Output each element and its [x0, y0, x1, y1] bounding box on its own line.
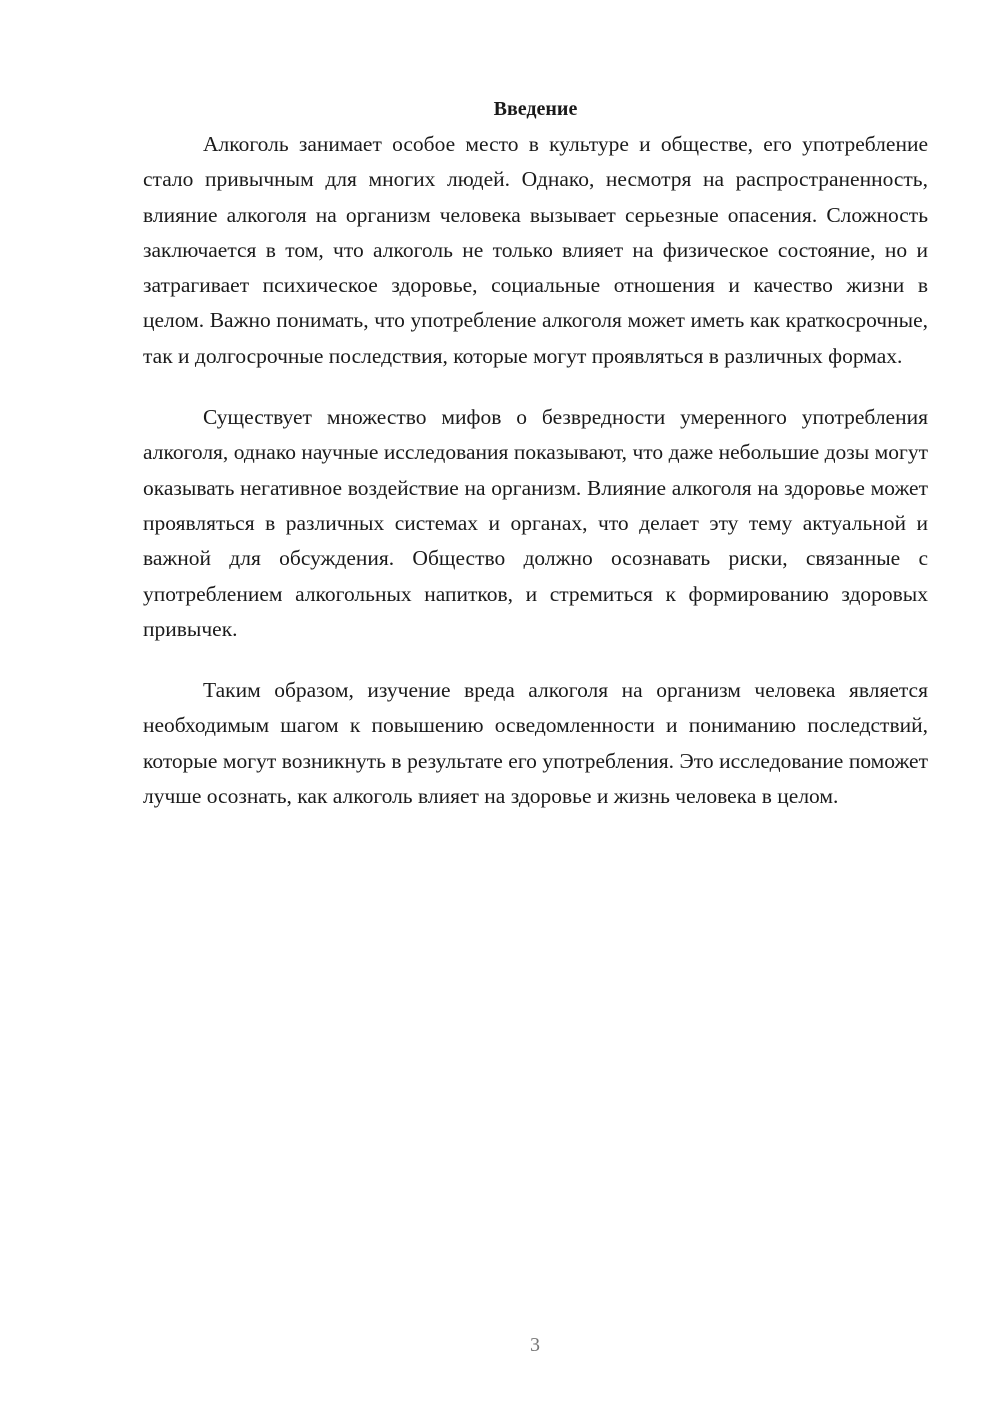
paragraph-2: Существует множество мифов о безвредности умеренного употребления алкоголя, однако научные исследования показывают, что даже небольшие дозы могут оказывать негативное воздействие на организм. Влияние алкоголя на здоровье может проявляться в различных системах и органах, что делает эту тему актуальной и важной для обсуждения. Общество должно осознавать риски, связанные с употреблением алкогольных напитков, и стремиться к формированию здоровых привычек. [143, 405, 928, 641]
section-title: Введение [493, 98, 578, 120]
page-number: 3 [530, 1334, 540, 1356]
paragraph-1: Алкоголь занимает особое место в культуре и обществе, его употребление стало привычным для многих людей. Однако, несмотря на распространенность, влияние алкоголя на организм человека вызывает серьезные опасения. Сложность заключается в том, что алкоголь не только влияет на физическое состояние, но и затрагивает психическое здоровье, социальные отношения и качество жизни в целом. Важно понимать, что употребление алкоголя может иметь как краткосрочные, так и долгосрочные последствия, которые могут проявляться в различных формах. [143, 132, 928, 368]
paragraph-3: Таким образом, изучение вреда алкоголя на организм человека является необходимым шагом к повышению осведомленности и пониманию последствий, которые могут возникнуть в результате его употребления. Это исследование поможет лучше осознать, как алкоголь влияет на здоровье и жизнь человека в целом. [143, 678, 928, 809]
page-content [143, 92, 928, 814]
